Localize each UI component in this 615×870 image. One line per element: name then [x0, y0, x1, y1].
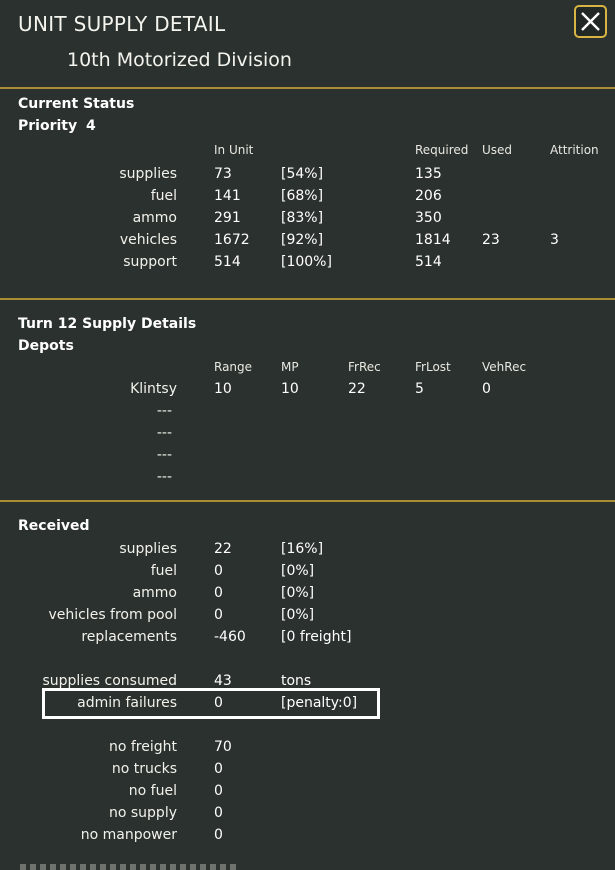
col-mp: MP — [281, 360, 299, 374]
status-pct: [92%] — [281, 232, 324, 248]
window-title: UNIT SUPPLY DETAIL — [18, 12, 226, 36]
status-used: 23 — [482, 232, 500, 248]
depot-name: --- — [156, 425, 172, 441]
received-note: [16%] — [281, 541, 324, 557]
depot-mp: 10 — [281, 381, 299, 397]
received-row-label: vehicles from pool — [48, 607, 177, 623]
failure-label: no fuel — [128, 783, 177, 799]
status-divider — [0, 298, 615, 300]
received-note: [0%] — [281, 585, 315, 601]
depots-label: Depots — [18, 338, 74, 354]
depot-name: --- — [156, 403, 172, 419]
col-used: Used — [482, 143, 513, 157]
received-value: -460 — [214, 629, 246, 645]
received-row-label: replacements — [81, 629, 177, 645]
status-required: 514 — [415, 254, 442, 270]
status-pct: [54%] — [281, 166, 324, 182]
status-in-unit: 73 — [214, 166, 232, 182]
depot-frlost: 5 — [415, 381, 424, 397]
priority-label: Priority — [18, 118, 78, 134]
unit-name: 10th Motorized Division — [67, 49, 292, 71]
failure-value: 0 — [214, 761, 223, 777]
current-status-heading: Current Status — [18, 96, 135, 112]
status-row-label: supplies — [119, 166, 177, 182]
consumed-unit: tons — [281, 673, 312, 689]
received-note: [0%] — [281, 607, 315, 623]
status-row-label: ammo — [132, 210, 177, 226]
admin-failures-penalty: [penalty:0] — [281, 695, 358, 711]
received-value: 0 — [214, 607, 223, 623]
cut-off-text — [20, 864, 240, 870]
status-required: 135 — [415, 166, 442, 182]
close-icon — [580, 11, 601, 32]
depot-name: --- — [156, 447, 172, 463]
priority-value: 4 — [86, 118, 96, 134]
received-row-label: fuel — [150, 563, 177, 579]
col-frrec: FrRec — [348, 360, 381, 374]
failure-value: 70 — [214, 739, 232, 755]
depot-frrec: 22 — [348, 381, 366, 397]
depot-range: 10 — [214, 381, 232, 397]
status-required: 1814 — [415, 232, 451, 248]
failure-label: no supply — [108, 805, 177, 821]
received-note: [0%] — [281, 563, 315, 579]
status-pct: [68%] — [281, 188, 324, 204]
col-attrition: Attrition — [550, 143, 599, 157]
received-row-label: ammo — [132, 585, 177, 601]
status-pct: [83%] — [281, 210, 324, 226]
failure-label: no manpower — [80, 827, 177, 843]
status-in-unit: 141 — [214, 188, 241, 204]
col-vehrec: VehRec — [482, 360, 527, 374]
close-button[interactable] — [574, 5, 607, 38]
col-required: Required — [415, 143, 469, 157]
header-divider — [0, 87, 615, 89]
failure-value: 0 — [214, 827, 223, 843]
status-pct: [100%] — [281, 254, 332, 270]
depots-divider — [0, 500, 615, 502]
status-row-label: fuel — [150, 188, 177, 204]
failure-label: no freight — [108, 739, 177, 755]
status-required: 350 — [415, 210, 442, 226]
status-row-label: vehicles — [119, 232, 177, 248]
status-in-unit: 514 — [214, 254, 241, 270]
depot-name: Klintsy — [130, 381, 177, 397]
consumed-label: supplies consumed — [42, 673, 177, 689]
received-value: 0 — [214, 585, 223, 601]
received-value: 0 — [214, 563, 223, 579]
col-in-unit: In Unit — [214, 143, 254, 157]
col-range: Range — [214, 360, 253, 374]
status-in-unit: 291 — [214, 210, 241, 226]
status-in-unit: 1672 — [214, 232, 250, 248]
status-required: 206 — [415, 188, 442, 204]
status-row-label: support — [123, 254, 177, 270]
admin-failures-label: admin failures — [77, 695, 177, 711]
failure-value: 0 — [214, 805, 223, 821]
depot-name: --- — [156, 469, 172, 485]
consumed-value: 43 — [214, 673, 232, 689]
received-heading: Received — [18, 518, 90, 534]
received-note: [0 freight] — [281, 629, 352, 645]
admin-failures-value: 0 — [214, 695, 223, 711]
turn-details-heading: Turn 12 Supply Details — [18, 316, 197, 332]
status-attrition: 3 — [550, 232, 559, 248]
failure-label: no trucks — [111, 761, 177, 777]
received-value: 22 — [214, 541, 232, 557]
received-row-label: supplies — [119, 541, 177, 557]
failure-value: 0 — [214, 783, 223, 799]
col-frlost: FrLost — [415, 360, 451, 374]
depot-vehrec: 0 — [482, 381, 491, 397]
